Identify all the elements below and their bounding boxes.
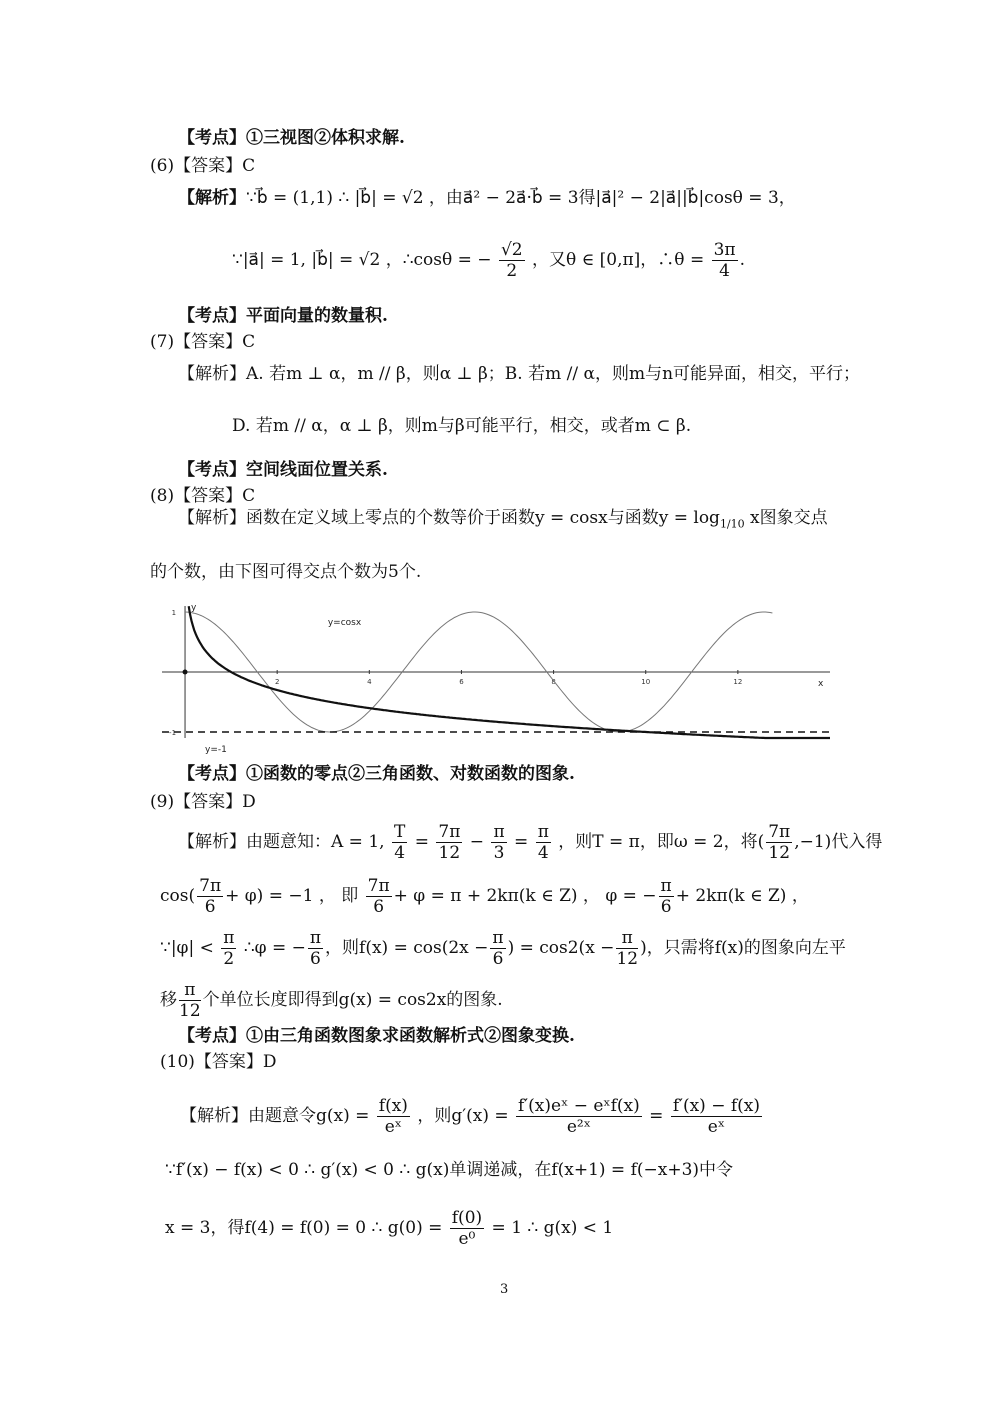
q9-f9-den: 2	[223, 949, 235, 969]
q10-line3	[165, 1208, 613, 1249]
q9-f13-num: π	[179, 980, 201, 1001]
q9-f7-den: 6	[373, 897, 385, 917]
q10-line1-c: =	[649, 1106, 664, 1126]
q9-line3-e: )，只需将f(x)的图象向左平	[640, 938, 846, 958]
q9-line4-a: 移	[160, 990, 177, 1010]
q10-line1	[180, 1096, 764, 1137]
q10-f3-den: eˣ	[707, 1117, 726, 1137]
q6-jiexi-label: 【解析】	[178, 188, 246, 208]
q6-line2-b: ，又θ ∈ [0,π]，∴θ =	[532, 250, 705, 270]
x-axis-label: x	[818, 679, 824, 689]
y-tick-label: 1	[171, 609, 177, 617]
page-number: 3	[500, 1282, 509, 1297]
q6-line1-text: ∵b⃗ = (1,1) ∴ |b⃗| = √2 ，由a⃗² − 2a⃗·b⃗ = 3得|a⃗|² − 2|a⃗||b⃗|cosθ = 3，	[246, 188, 796, 208]
q9-f7	[366, 876, 392, 917]
q9-f13-den: 12	[179, 1001, 201, 1021]
annotation-y-minus-1: y=-1	[205, 745, 227, 755]
q6-frac2-num: 3π	[713, 240, 736, 260]
q10-f2-den: e²ˣ	[566, 1117, 591, 1137]
q6-answer: (6)【答案】C	[150, 156, 256, 176]
q7-kaodian: 【考点】空间线面位置关系.	[178, 460, 388, 480]
q6-frac1	[499, 240, 525, 281]
q10-line2: ∵f′(x) − f(x) < 0 ∴ g′(x) < 0 ∴ g(x)单调递减，在f(x+1) = f(−x+3)中令	[165, 1160, 734, 1180]
cos-log-chart	[150, 598, 850, 755]
q9-f13	[179, 980, 201, 1021]
q6-kaodian: 【考点】平面向量的数量积.	[178, 306, 388, 326]
q9-f6	[197, 876, 223, 917]
q10-f3	[671, 1096, 762, 1137]
q9-f6-den: 6	[204, 897, 216, 917]
q9-line3-b: ∴φ = −	[243, 938, 306, 958]
q9-f3	[491, 822, 506, 863]
q8-line1	[178, 506, 828, 536]
q9-f2-num: 7π	[438, 822, 461, 842]
q9-f8	[659, 876, 674, 917]
q8-kaodian: 【考点】①函数的零点②三角函数、对数函数的图象.	[178, 764, 575, 784]
y-tick-label: -1	[169, 729, 177, 737]
x-tick-label: 2	[274, 678, 280, 686]
q9-line2-b: + φ) = −1 ， 即	[225, 886, 359, 906]
q9-line2	[160, 876, 809, 917]
q9-kaodian: 【考点】①由三角函数图象求函数解析式②图象变换.	[178, 1026, 575, 1046]
q9-f2	[436, 822, 462, 863]
q9-f9-num: π	[223, 928, 235, 948]
x-tick-label: 8	[551, 678, 556, 686]
x-tick-label: 6	[459, 678, 464, 686]
q10-f3-num: f′(x) − f(x)	[672, 1096, 761, 1116]
q9-line1-a: 【解析】由题意知：A = 1,	[178, 832, 385, 852]
q9-f4-den: 4	[537, 843, 549, 863]
annotation-cos: y=cosx	[327, 618, 362, 629]
q10-f1	[377, 1096, 410, 1137]
q9-f8-den: 6	[660, 897, 672, 917]
q9-line2-d: + 2kπ(k ∈ Z) ，	[675, 886, 809, 906]
q9-f3-den: 3	[493, 843, 505, 863]
q9-line1-c: ,−1)代入得	[794, 832, 883, 852]
q8-line2: 的个数，由下图可得交点个数为5个.	[150, 562, 422, 582]
origin-dot	[183, 670, 188, 675]
q9-f9	[221, 928, 236, 969]
q9-f11-num: π	[492, 928, 504, 948]
q8-line1-a: 【解析】函数在定义域上零点的个数等价于函数y = cosx与函数y = log	[178, 508, 720, 528]
q9-f5-den: 12	[768, 843, 791, 863]
q9-f1-den: 4	[394, 843, 406, 863]
q6-line2-c: .	[739, 250, 745, 270]
q9-f11-den: 6	[492, 949, 504, 969]
q8-answer: (8)【答案】C	[150, 486, 256, 506]
q9-f2-den: 12	[438, 843, 461, 863]
q9-f5	[766, 822, 792, 863]
y-axis-label: y	[191, 603, 197, 613]
q10-line3-b: = 1 ∴ g(x) < 1	[491, 1218, 614, 1238]
q9-line2-c: + φ = π + 2kπ(k ∈ Z) ， φ = −	[393, 886, 657, 906]
q9-f12-num: π	[616, 928, 638, 949]
q10-answer: (10)【答案】D	[160, 1052, 277, 1072]
q10-f1-den: eˣ	[384, 1117, 402, 1137]
q9-line3-a: ∵|φ| <	[160, 938, 214, 958]
q10-line1-a: 【解析】由题意令g(x) =	[180, 1106, 370, 1126]
q9-f7-num: 7π	[367, 876, 390, 896]
q9-f1	[392, 822, 407, 863]
q10-line3-a: x = 3，得f(4) = f(0) = 0 ∴ g(0) =	[165, 1218, 443, 1238]
q10-f4-num: f(0)	[451, 1208, 483, 1228]
q6-line2	[232, 240, 745, 281]
q9-line2-a: cos(	[160, 886, 196, 906]
q6-line1	[178, 186, 796, 210]
q9-f1-num: T	[393, 822, 406, 842]
q9-line4	[160, 980, 503, 1021]
q9-f12-den: 12	[616, 949, 639, 969]
q6-frac1-num: √2	[500, 240, 523, 260]
q9-f6-num: 7π	[199, 876, 222, 896]
q9-f10-den: 6	[310, 949, 321, 969]
q9-line1: 【解析】由题意知：A = 1, $\frac{T}{4}$ = $\frac{7\pi}{12}$ − $\frac{\pi}{3}$ = $\frac{\pi}{4}$ ，则T = π，即ω = 2，将( $\frac{7\pi}{12}$ ,−1)代入得	[178, 822, 883, 863]
q9-f12	[616, 928, 638, 969]
q9-f4	[536, 822, 551, 863]
q10-f4-den: e⁰	[458, 1229, 476, 1249]
q6-frac2	[712, 240, 738, 281]
q5-kaodian: 【考点】①三视图②体积求解.	[178, 128, 405, 148]
x-tick-label: 12	[733, 678, 743, 686]
q6-frac2-den: 4	[719, 261, 730, 281]
q8-line1-b: x图象交点	[744, 508, 828, 528]
q7-line2: D. 若m // α，α ⊥ β，则m与β可能平行，相交，或者m ⊂ β.	[232, 416, 692, 436]
q9-f11	[490, 928, 505, 969]
q9-line3	[160, 928, 846, 969]
q7-answer: (7)【答案】C	[150, 332, 256, 352]
q9-f5-num: 7π	[768, 822, 791, 842]
x-tick-label: 10	[641, 678, 651, 686]
q9-line3-d: ) = cos2(x −	[507, 938, 615, 958]
q9-f10-num: π	[309, 928, 322, 948]
q9-answer: (9)【答案】D	[150, 792, 256, 812]
q6-line2-a: ∵|a⃗| = 1, |b⃗| = √2 ，∴cosθ = −	[232, 250, 492, 270]
q9-f4-num: π	[537, 822, 549, 842]
q9-f8-num: π	[660, 876, 672, 896]
q9-f3-num: π	[493, 822, 505, 842]
x-tick-label: 4	[367, 678, 372, 686]
q9-line4-b: 个单位长度即得到g(x) = cos2x的图象.	[202, 990, 503, 1010]
q7-line1: 【解析】A. 若m ⊥ α，m // β，则α ⊥ β；B. 若m // α，则m与n可能异面，相交，平行；	[178, 364, 861, 384]
q9-line3-c: ，则f(x) = cos(2x −	[325, 938, 489, 958]
q10-line1-b: ，则g′(x) =	[417, 1106, 509, 1126]
q6-frac1-den: 2	[506, 261, 518, 281]
q10-f4	[450, 1208, 484, 1249]
q9-f10	[308, 928, 323, 969]
q9-line1-b: ，则T = π，即ω = 2，将(	[558, 832, 765, 852]
q8-log-base: 1/10	[719, 517, 745, 531]
q10-f2-num: f′(x)eˣ − eˣf(x)	[518, 1096, 640, 1116]
q10-f1-num: f(x)	[378, 1096, 408, 1116]
q10-f2	[516, 1096, 642, 1137]
